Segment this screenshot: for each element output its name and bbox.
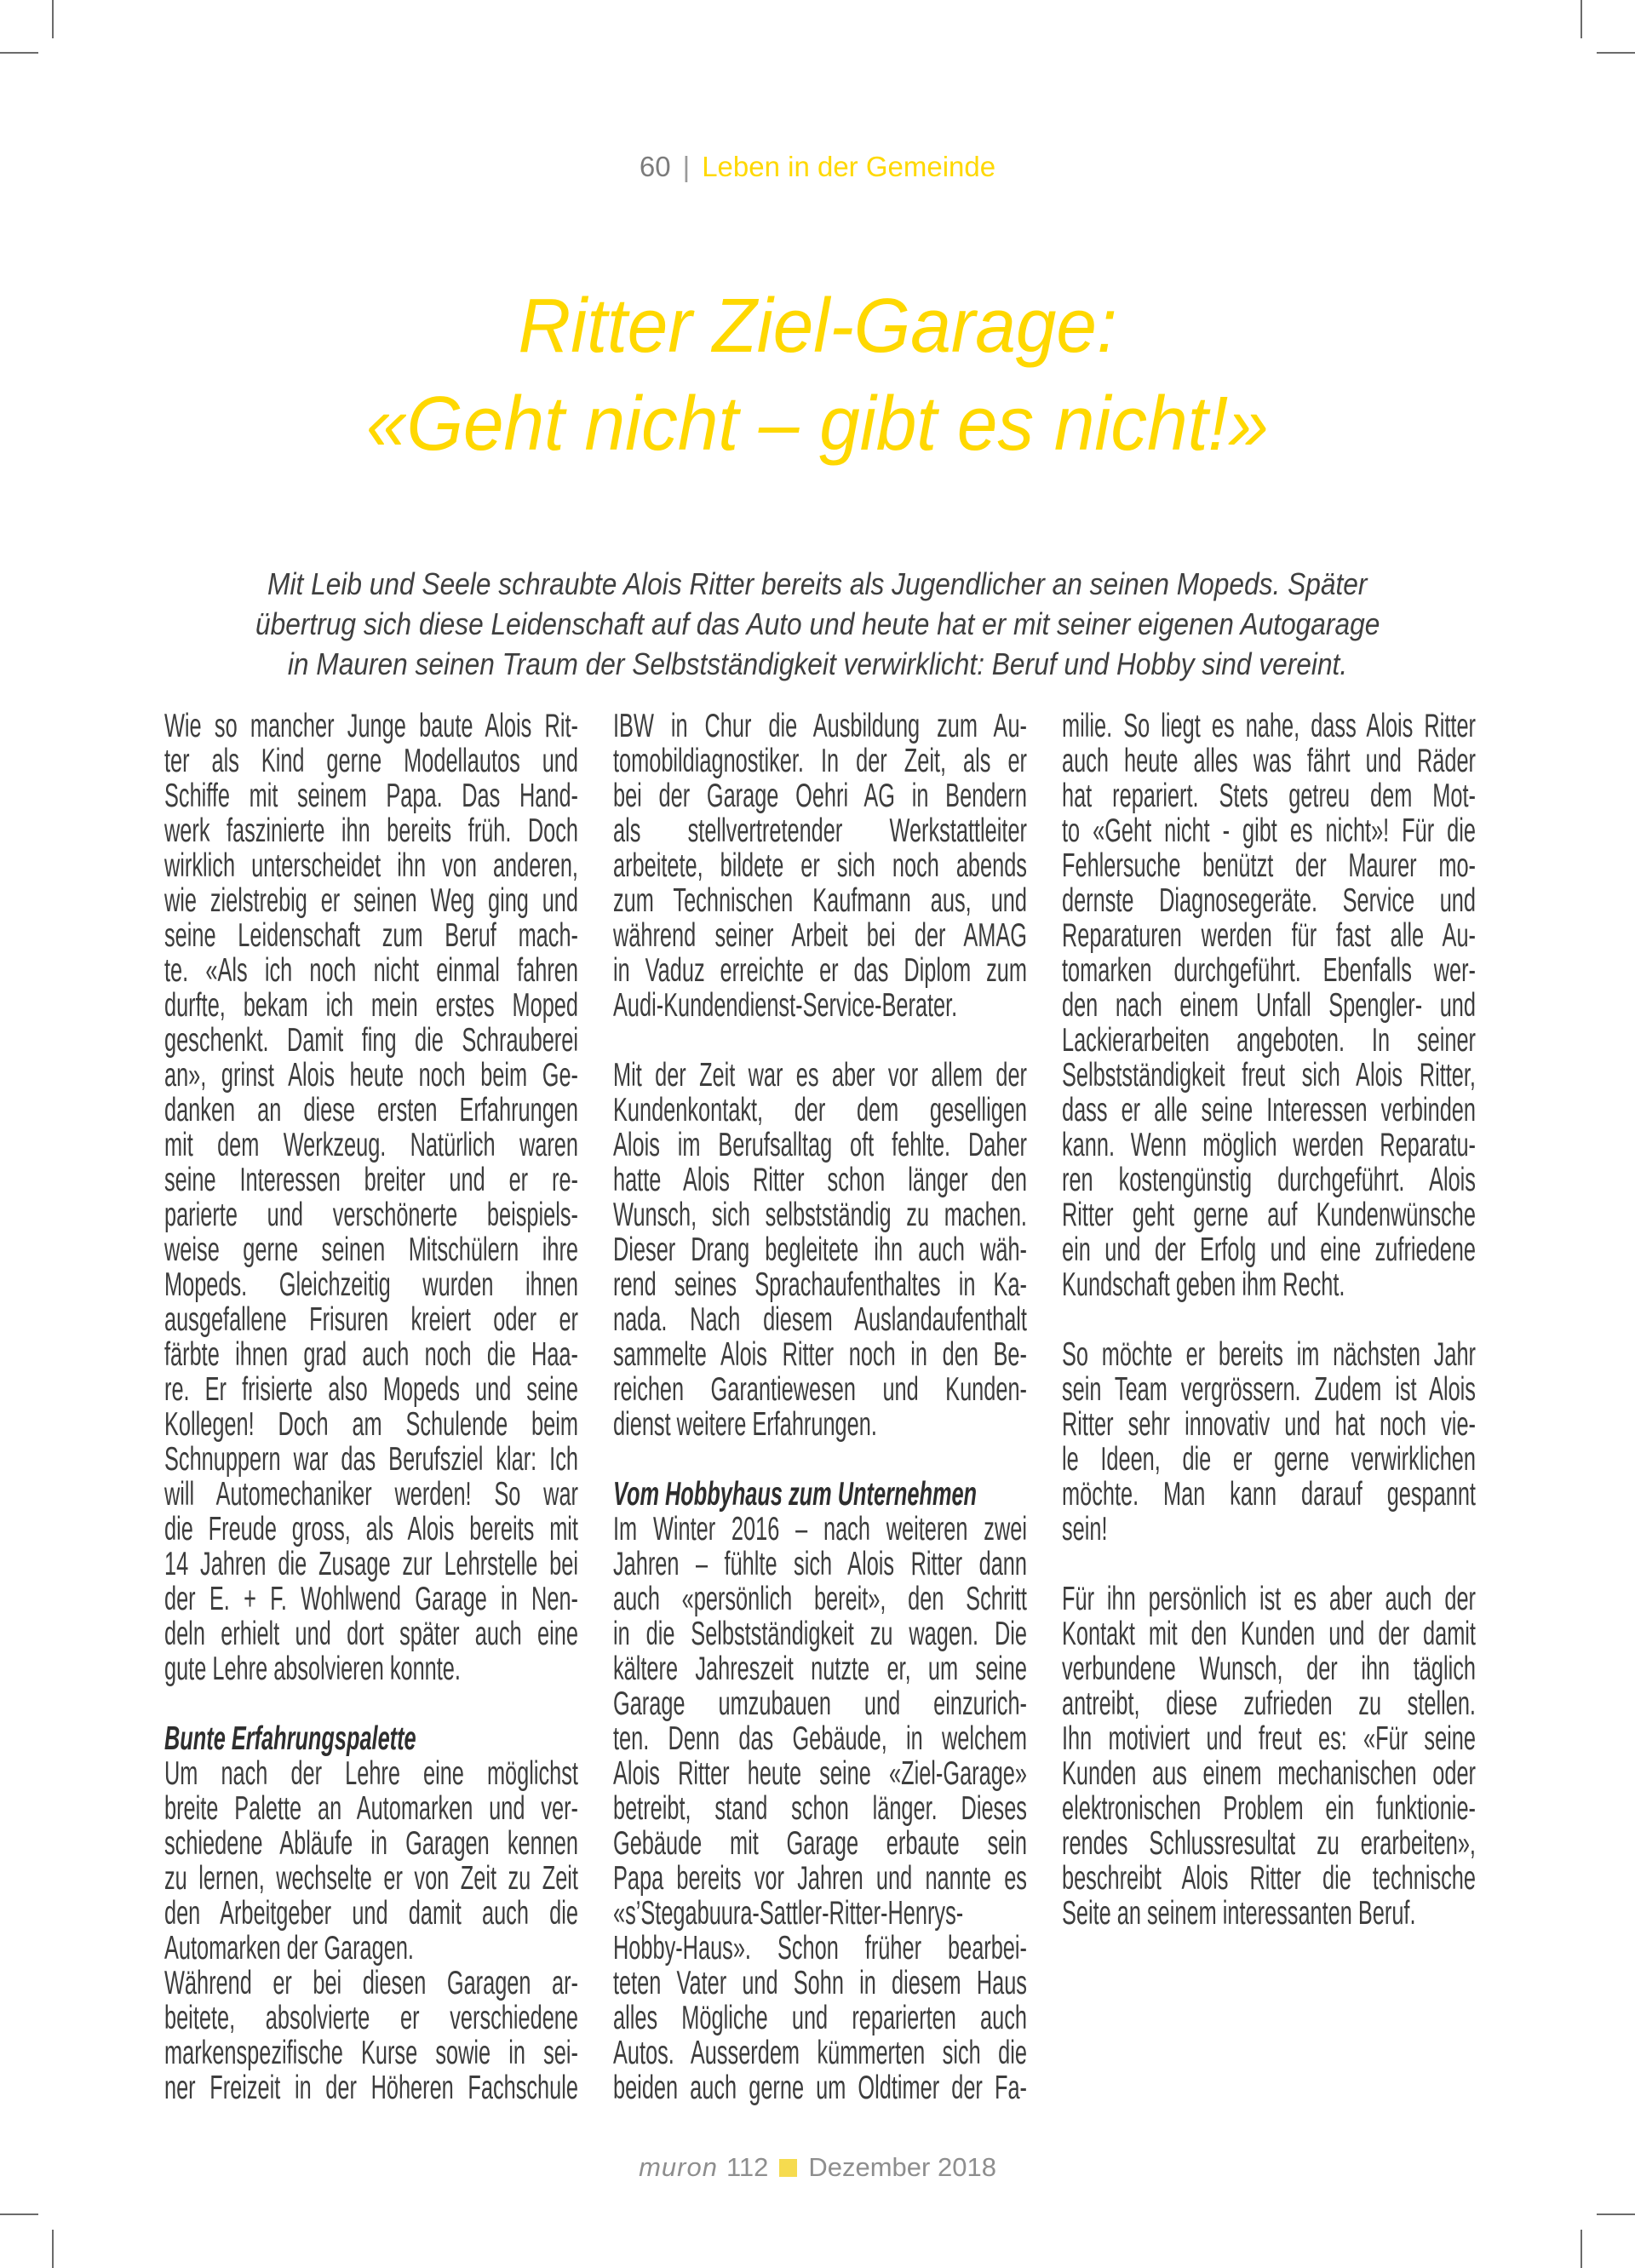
text-line: zu lernen, wechselte er von Zeit zu Zeit — [164, 1860, 578, 1897]
text-line: in die Selbstständigkeit zu wagen. Die — [613, 1616, 1027, 1652]
text-line: werk faszinierte ihn bereits früh. Doch — [164, 812, 578, 849]
text-line: Kollegen! Doch am Schulende beim — [164, 1406, 578, 1443]
text-line: wie zielstrebig er seinen Weg ging und — [164, 882, 578, 919]
text-line: Wie so mancher Junge baute Alois Rit- — [164, 708, 578, 744]
text-line: antreibt, diese zufrieden zu stellen. — [1062, 1685, 1476, 1722]
subheading: Vom Hobbyhaus zum Unternehmen — [613, 1476, 978, 1513]
text-line: Kundschaft geben ihm Recht. — [1062, 1266, 1345, 1303]
header-separator: | — [682, 151, 691, 182]
text-line: hat repariert. Stets getreu dem Mot- — [1062, 778, 1476, 814]
text-line: ten. Denn das Gebäude, in welchem — [613, 1720, 1027, 1757]
footer-square-icon — [779, 2159, 797, 2177]
crop-mark-bottom-right-v — [1580, 2230, 1582, 2268]
title-line-2: «Geht nicht – gibt es nicht!» — [366, 382, 1269, 467]
text-line: rend seines Sprachaufenthaltes in Ka- — [613, 1266, 1027, 1303]
text-line: während seiner Arbeit bei der AMAG — [613, 917, 1027, 954]
text-line: reichen Garantiewesen und Kunden- — [613, 1371, 1027, 1408]
text-line: tomobildiagnostiker. In der Zeit, als er — [613, 743, 1027, 779]
text-column-2 — [613, 709, 1027, 2105]
text-line: Ritter sehr innovativ und hat noch vie- — [1062, 1406, 1476, 1443]
text-line: Um nach der Lehre eine möglichst — [164, 1755, 578, 1792]
paragraph-gap — [613, 1023, 1027, 1058]
section-label: Leben in der Gemeinde — [702, 151, 996, 182]
lead-line: Mit Leib und Seele schraubte Alois Ritter bereits als Jugendlicher an seinen Mopeds. Später — [267, 566, 1368, 601]
lead-line: in Mauren seinen Traum der Selbstständigkeit verwirklicht: Beruf und Hobby sind vereint. — [287, 646, 1348, 681]
article-body — [164, 709, 1477, 2139]
text-line: danken an diese ersten Erfahrungen — [164, 1092, 578, 1128]
text-line: den nach einem Unfall Spengler- und — [1062, 987, 1476, 1024]
text-line: arbeitete, bildete er sich noch abends — [613, 847, 1027, 884]
text-line: verbundene Wunsch, der ihn täglich — [1062, 1651, 1476, 1687]
text-line: ren kostengünstig durchgeführt. Alois — [1062, 1162, 1476, 1198]
text-line: mit dem Werkzeug. Natürlich waren — [164, 1127, 578, 1163]
text-line: kann. Wenn möglich werden Reparatu- — [1062, 1127, 1476, 1163]
text-line: nada. Nach diesem Auslandaufenthalt — [613, 1301, 1027, 1338]
text-line: beiden auch gerne um Oldtimer der Fa- — [613, 2070, 1027, 2106]
text-line: kältere Jahreszeit nutzte er, um seine — [613, 1651, 1027, 1687]
text-line: seine Leidenschaft zum Beruf mach- — [164, 917, 578, 954]
text-line: Kundenkontakt, der dem geselligen — [613, 1092, 1027, 1128]
text-line: zum Technischen Kaufmann aus, und — [613, 882, 1027, 919]
page-footer — [0, 2151, 1635, 2184]
text-line: schiedene Abläufe in Garagen kennen — [164, 1825, 578, 1862]
text-line: als stellvertretender Werkstattleiter — [613, 812, 1027, 849]
crop-mark-top-right-v — [1580, 0, 1582, 38]
text-line: weise gerne seinen Mitschülern ihre — [164, 1232, 578, 1268]
text-line: Mopeds. Gleichzeitig wurden ihnen — [164, 1266, 578, 1303]
text-line: sammelte Alois Ritter noch in den Be- — [613, 1336, 1027, 1373]
text-line: Kontakt mit den Kunden und der damit — [1062, 1616, 1476, 1652]
text-line: Hobby-Haus». Schon früher bearbei- — [613, 1930, 1027, 1967]
text-line: Jahren – fühlte sich Alois Ritter dann — [613, 1546, 1027, 1582]
text-line: milie. So liegt es nahe, dass Alois Ritter — [1062, 708, 1476, 744]
text-line: elektronischen Problem ein funktionie- — [1062, 1790, 1476, 1827]
text-line: Für ihn persönlich ist es aber auch der — [1062, 1581, 1476, 1617]
lead-line: übertrug sich diese Leidenschaft auf das Auto und heute hat er mit seiner eigenen Autogarage — [255, 606, 1380, 641]
text-line: alles Mögliche und reparierten auch — [613, 2000, 1027, 2036]
text-line: Garage umzubauen und einzurich- — [613, 1685, 1027, 1722]
magazine-name: muron — [639, 2152, 718, 2182]
text-line: geschenkt. Damit fing die Schrauberei — [164, 1022, 578, 1059]
text-line: Alois Ritter heute seine «Ziel-Garage» — [613, 1755, 1027, 1792]
text-line: So möchte er bereits im nächsten Jahr — [1062, 1336, 1476, 1373]
text-line: Papa bereits vor Jahren und nannte es — [613, 1860, 1027, 1897]
text-line: Audi-Kundendienst-Service-Berater. — [613, 987, 958, 1024]
text-line: beschreibt Alois Ritter die technische — [1062, 1860, 1476, 1897]
text-line: gute Lehre absolvieren konnte. — [164, 1651, 461, 1687]
text-column-3 — [1062, 709, 1476, 1931]
crop-mark-bottom-left-v — [52, 2230, 54, 2268]
text-line: parierte und verschönerte beispiels- — [164, 1197, 578, 1233]
text-line: Gebäude mit Garage erbaute sein — [613, 1825, 1027, 1862]
text-line: dernste Diagnosegeräte. Service und — [1062, 882, 1476, 919]
text-line: te. «Als ich noch nicht einmal fahren — [164, 952, 578, 989]
text-line: Fehlersuche benützt der Maurer mo- — [1062, 847, 1476, 884]
text-line: an», grinst Alois heute noch beim Ge- — [164, 1057, 578, 1094]
text-line: deln erhielt und dort später auch eine — [164, 1616, 578, 1652]
text-line: ausgefallene Frisuren kreiert oder er — [164, 1301, 578, 1338]
text-line: re. Er frisierte also Mopeds und seine — [164, 1371, 578, 1408]
text-line: dass er alle seine Interessen verbinden — [1062, 1092, 1476, 1128]
text-line: Ritter geht gerne auf Kundenwünsche — [1062, 1197, 1476, 1233]
text-line: Ihn motiviert und freut es: «Für seine — [1062, 1720, 1476, 1757]
text-line: seine Interessen breiter und er re- — [164, 1162, 578, 1198]
text-line: sein! — [1062, 1511, 1108, 1547]
lead-paragraph — [0, 564, 1635, 684]
text-line: Selbstständigkeit freut sich Alois Ritter, — [1062, 1057, 1476, 1094]
text-line: in Vaduz erreichte er das Diplom zum — [613, 952, 1027, 989]
text-line: «s’Stegabuura-Sattler-Ritter-Henrys- — [613, 1895, 964, 1932]
text-line: Reparaturen werden für fast alle Au- — [1062, 917, 1476, 954]
text-line: Dieser Drang begleitete ihn auch wäh- — [613, 1232, 1027, 1268]
text-line: to «Geht nicht - gibt es nicht»! Für die — [1062, 812, 1476, 849]
running-header — [0, 150, 1635, 184]
crop-mark-top-left-v — [52, 0, 54, 38]
text-line: auch heute alles was fährt und Räder — [1062, 743, 1476, 779]
text-line: färbte ihnen grad auch noch die Haa- — [164, 1336, 578, 1373]
paragraph-gap — [1062, 1302, 1476, 1337]
text-line: IBW in Chur die Ausbildung zum Au- — [613, 708, 1027, 744]
text-column-1 — [164, 709, 578, 2105]
text-line: Kunden aus einem mechanischen oder — [1062, 1755, 1476, 1792]
text-line: bei der Garage Oehri AG in Bendern — [613, 778, 1027, 814]
text-line: will Automechaniker werden! So war — [164, 1476, 578, 1513]
text-line: ein und der Erfolg und eine zufriedene — [1062, 1232, 1476, 1268]
article-title — [0, 278, 1635, 474]
crop-mark-bottom-left-h — [0, 2213, 38, 2215]
text-line: möchte. Man kann darauf gespannt — [1062, 1476, 1476, 1513]
text-line: Lackierarbeiten angeboten. In seiner — [1062, 1022, 1476, 1059]
text-line: ner Freizeit in der Höheren Fachschule — [164, 2070, 578, 2106]
text-line: beitete, absolvierte er verschiedene — [164, 2000, 578, 2036]
text-line: 14 Jahren die Zusage zur Lehrstelle bei — [164, 1546, 578, 1582]
crop-mark-top-left-h — [0, 52, 38, 54]
issue-number: 112 — [726, 2152, 769, 2182]
text-line: hatte Alois Ritter schon länger den — [613, 1162, 1027, 1198]
text-line: tomarken durchgeführt. Ebenfalls wer- — [1062, 952, 1476, 989]
text-line: Automarken der Garagen. — [164, 1930, 414, 1967]
text-line: betreibt, stand schon länger. Dieses — [613, 1790, 1027, 1827]
text-line: Im Winter 2016 – nach weiteren zwei — [613, 1511, 1027, 1547]
text-line: Autos. Ausserdem kümmerten sich die — [613, 2035, 1027, 2071]
text-line: teten Vater und Sohn in diesem Haus — [613, 1965, 1027, 2001]
text-line: Schiffe mit seinem Papa. Das Hand- — [164, 778, 578, 814]
text-line: le Ideen, die er gerne verwirklichen — [1062, 1441, 1476, 1478]
text-line: auch «persönlich bereit», den Schritt — [613, 1581, 1027, 1617]
text-line: der E. + F. Wohlwend Garage in Nen- — [164, 1581, 578, 1617]
paragraph-gap — [1062, 1547, 1476, 1582]
text-line: durfte, bekam ich mein erstes Moped — [164, 987, 578, 1024]
text-line: den Arbeitgeber und damit auch die — [164, 1895, 578, 1932]
crop-mark-top-right-h — [1597, 52, 1635, 54]
text-line: Seite an seinem interessanten Beruf. — [1062, 1895, 1416, 1932]
crop-mark-bottom-right-h — [1597, 2213, 1635, 2215]
paragraph-gap — [613, 1442, 1027, 1477]
title-line-1: Ritter Ziel-Garage: — [518, 284, 1117, 369]
text-line: dienst weitere Erfahrungen. — [613, 1406, 877, 1443]
text-line: Während er bei diesen Garagen ar- — [164, 1965, 578, 2001]
text-line: wirklich unterscheidet ihn von anderen, — [164, 847, 578, 884]
text-line: sein Team vergrössern. Zudem ist Alois — [1062, 1371, 1476, 1408]
page-number: 60 — [639, 151, 671, 182]
text-line: breite Palette an Automarken und ver- — [164, 1790, 578, 1827]
subheading: Bunte Erfahrungspalette — [164, 1720, 416, 1757]
text-line: ter als Kind gerne Modellautos und — [164, 743, 578, 779]
text-line: Alois im Berufsalltag oft fehlte. Daher — [613, 1127, 1027, 1163]
text-line: markenspezifische Kurse sowie in sei- — [164, 2035, 578, 2071]
text-line: die Freude gross, als Alois bereits mit — [164, 1511, 578, 1547]
text-line: rendes Schlussresultat zu erarbeiten», — [1062, 1825, 1476, 1862]
paragraph-gap — [164, 1686, 578, 1721]
issue-date: Dezember 2018 — [808, 2152, 996, 2182]
text-line: Schnuppern war das Berufsziel klar: Ich — [164, 1441, 578, 1478]
text-line: Mit der Zeit war es aber vor allem der — [613, 1057, 1027, 1094]
text-line: Wunsch, sich selbstständig zu machen. — [613, 1197, 1027, 1233]
